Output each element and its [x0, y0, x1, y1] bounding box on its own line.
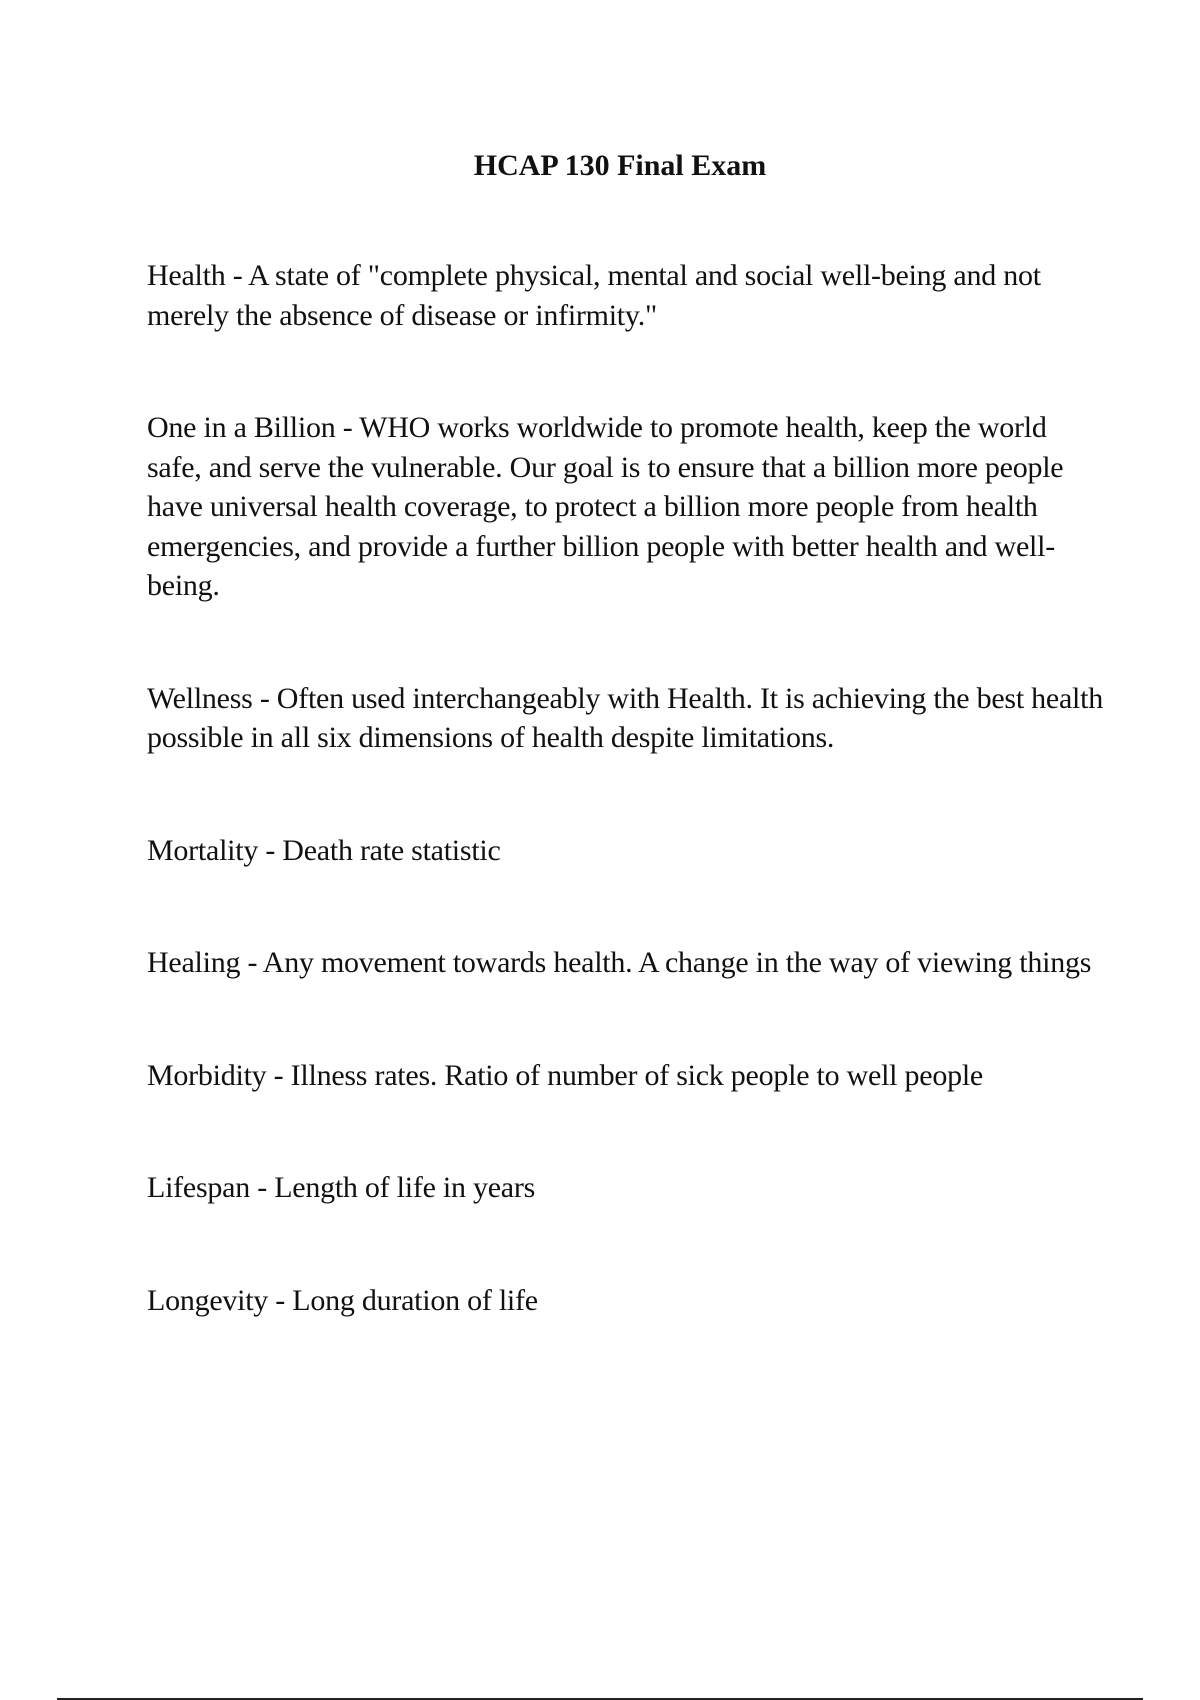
page-title: HCAP 130 Final Exam — [473, 149, 767, 182]
definition-mortality: Mortality - Death rate statistic — [147, 833, 501, 867]
definition-lifespan: Lifespan - Length of life in years — [147, 1171, 536, 1204]
definition-health: Health - A state of "complete physical, mental and social well-being and not merely the absence of disease or infirmity." — [147, 259, 1041, 332]
definition-longevity: Longevity - Long duration of life — [147, 1283, 538, 1317]
definition-list — [147, 256, 1107, 1393]
definition-morbidity: Morbidity - Illness rates. Ratio of number of sick people to well people — [147, 1058, 983, 1092]
definition-wellness: Wellness - Often used interchangeably with Health. It is achieving the best health possible in all six dimensions of health despite limitations. — [147, 681, 1103, 754]
definition-one-in-a-billion: One in a Billion - WHO works worldwide to promote health, keep the world safe, and serve the vulnerable. Our goal is to ensure that a billion more people have universal health coverage, to protect a billion more people from health emergencies, and provide a further billion people with better health and well-being. — [147, 411, 1064, 602]
definition-healing: Healing - Any movement towards health. A change in the way of viewing things — [147, 946, 1092, 979]
